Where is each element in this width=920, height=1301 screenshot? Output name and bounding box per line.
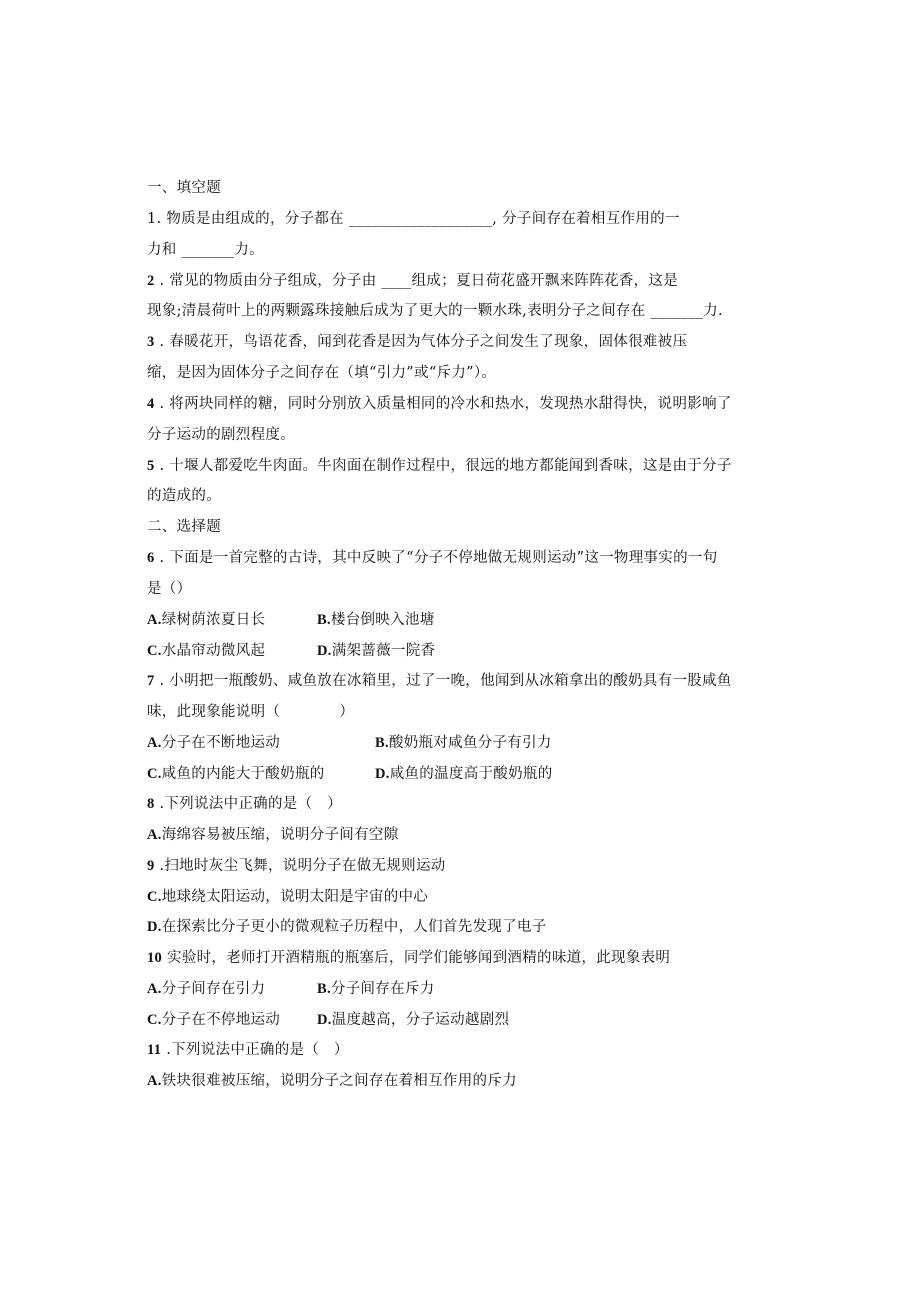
option-c — [147, 766, 325, 782]
question-text: 的造成的。 — [147, 488, 221, 504]
option-letter: D. — [375, 766, 390, 782]
question-5-line-1 — [147, 456, 732, 476]
option-text: 满架蔷薇一院香 — [331, 643, 436, 659]
question-text: 味，此现象能说明（ ） — [147, 704, 355, 720]
question-text: . 将两块同样的糖，同时分别放入质量相同的冷水和热水，发现热水甜得快，说明影响了 — [154, 396, 732, 412]
question-number: 6 — [147, 550, 155, 566]
option-c — [147, 1012, 280, 1028]
option-d — [375, 764, 553, 784]
question-text: . 常见的物质由分子组成，分子由 ____组成；夏日荷花盛开飘来阵阵花香，这是 — [154, 273, 678, 289]
question-11-option-a — [147, 1071, 517, 1091]
option-letter: A. — [147, 1073, 162, 1089]
option-d — [317, 641, 435, 661]
option-letter: B. — [317, 981, 331, 997]
section-heading-fill-blank — [147, 178, 221, 198]
option-text: 地球绕太阳运动，说明太阳是宇宙的中心 — [161, 889, 429, 905]
option-letter: C. — [147, 766, 162, 782]
option-letter: A. — [147, 612, 162, 628]
question-text: 缩，是因为固体分子之间存在（填“引力”或“斥力”）。 — [147, 365, 497, 381]
option-a — [147, 735, 280, 751]
question-7-options-cd — [147, 764, 553, 784]
question-10-options-ab — [147, 979, 435, 999]
option-text: 水晶帘动微风起 — [161, 643, 266, 659]
option-letter: C. — [147, 643, 162, 659]
option-text: 铁块很难被压缩，说明分子之间存在着相互作用的斥力 — [161, 1073, 517, 1089]
option-text: 分子在不断地运动 — [161, 735, 281, 751]
question-text: . 小明把一瓶酸奶、咸鱼放在冰箱里，过了一晚，他闻到从冰箱拿出的酸奶具有一股咸鱼 — [154, 673, 732, 689]
question-text: 力和 _______力。 — [147, 242, 264, 258]
question-text: .扫地时灰尘飞舞，说明分子在做无规则运动 — [154, 858, 446, 874]
question-6-line-2 — [147, 579, 191, 599]
question-text: 现象;清晨荷叶上的两颗露珠接触后成为了更大的一颗水珠,表明分子之间存在 _______力. — [147, 303, 723, 319]
option-letter: A. — [147, 827, 162, 843]
option-text: 楼台倒映入池塘 — [330, 612, 435, 628]
option-text: 分子在不停地运动 — [161, 1012, 281, 1028]
option-letter: C. — [147, 1012, 162, 1028]
question-text: .下列说法中正确的是（ ） — [161, 1042, 349, 1058]
question-9-option-d — [147, 917, 547, 937]
option-c — [147, 643, 265, 659]
question-number: 7 — [147, 673, 155, 689]
question-9-line-1 — [147, 856, 446, 876]
question-text: . 春暖花开，鸟语花香，闻到花香是因为气体分子之间发生了现象，固体很难被压 — [154, 334, 688, 350]
question-6-options-cd — [147, 641, 436, 661]
heading-text: 一、填空题 — [147, 180, 221, 196]
question-number: 11 — [147, 1042, 162, 1058]
option-text: 温度越高，分子运动越剧烈 — [331, 1012, 510, 1028]
question-text: 分子运动的剧烈程度。 — [147, 427, 295, 443]
question-1-line-1 — [147, 209, 680, 229]
option-text: 绿树荫浓夏日长 — [161, 612, 266, 628]
question-number: 4 — [147, 396, 155, 412]
option-text: 咸鱼的温度高于酸奶瓶的 — [389, 766, 553, 782]
option-letter: A. — [147, 735, 162, 751]
question-2-line-2 — [147, 301, 723, 321]
option-a — [147, 612, 265, 628]
option-letter: D. — [147, 919, 162, 935]
option-letter: B. — [317, 612, 331, 628]
option-b — [317, 979, 435, 999]
option-text: 酸奶瓶对咸鱼分子有引力 — [388, 735, 552, 751]
question-1-line-2 — [147, 240, 264, 260]
option-b — [317, 610, 435, 630]
question-7-options-ab — [147, 733, 552, 753]
question-10-line-1 — [147, 948, 670, 968]
option-d — [317, 1010, 509, 1030]
question-4-line-2 — [147, 425, 295, 445]
question-number: 9 — [147, 858, 155, 874]
question-7-line-2 — [147, 702, 354, 722]
question-7-line-1 — [147, 671, 732, 691]
question-text: .下列说法中正确的是（ ） — [154, 796, 342, 812]
option-a — [147, 981, 265, 997]
question-8-option-a — [147, 825, 399, 845]
question-10-options-cd — [147, 1010, 510, 1030]
question-6-options-ab — [147, 610, 435, 630]
option-letter: D. — [317, 1012, 332, 1028]
question-text: . 十堰人都爱吃牛肉面。牛肉面在制作过程中，很远的地方都能闻到香味，这是由于分子 — [154, 458, 732, 474]
question-9-option-c — [147, 887, 428, 907]
option-text: 分子间存在引力 — [161, 981, 266, 997]
question-number: 3 — [147, 334, 155, 350]
option-text: 咸鱼的内能大于酸奶瓶的 — [161, 766, 325, 782]
question-4-line-1 — [147, 394, 732, 414]
question-11-line-1 — [147, 1040, 349, 1060]
question-3-line-1 — [147, 332, 687, 352]
section-heading-multiple-choice — [147, 517, 221, 537]
question-number: 2 — [147, 273, 155, 289]
option-letter: C. — [147, 889, 162, 905]
option-text: 在探索比分子更小的微观粒子历程中，人们首先发现了电子 — [161, 919, 547, 935]
option-b — [375, 733, 552, 753]
question-2-line-1 — [147, 271, 678, 291]
option-letter: A. — [147, 981, 162, 997]
question-8-line-1 — [147, 794, 342, 814]
option-text: 分子间存在斥力 — [330, 981, 435, 997]
option-letter: B. — [375, 735, 389, 751]
heading-text: 二、选择题 — [147, 519, 221, 535]
question-3-line-2 — [147, 363, 496, 383]
option-letter: D. — [317, 643, 332, 659]
question-6-line-1 — [147, 548, 718, 568]
question-5-line-2 — [147, 486, 221, 506]
question-text: 是（） — [147, 581, 192, 597]
question-text: 实验时，老师打开酒精瓶的瓶塞后，同学们能够闻到酒精的味道，此现象表明 — [162, 950, 671, 966]
question-number: 8 — [147, 796, 155, 812]
question-text: 1. 物质是由组成的，分子都在 ___________________, 分子间存在着相互作用的一 — [147, 211, 680, 227]
question-number: 5 — [147, 458, 155, 474]
option-text: 海绵容易被压缩，说明分子间有空隙 — [161, 827, 399, 843]
question-number: 10 — [147, 950, 163, 966]
question-text: . 下面是一首完整的古诗，其中反映了“分子不停地做无规则运动”这一物理事实的一句 — [154, 550, 718, 566]
